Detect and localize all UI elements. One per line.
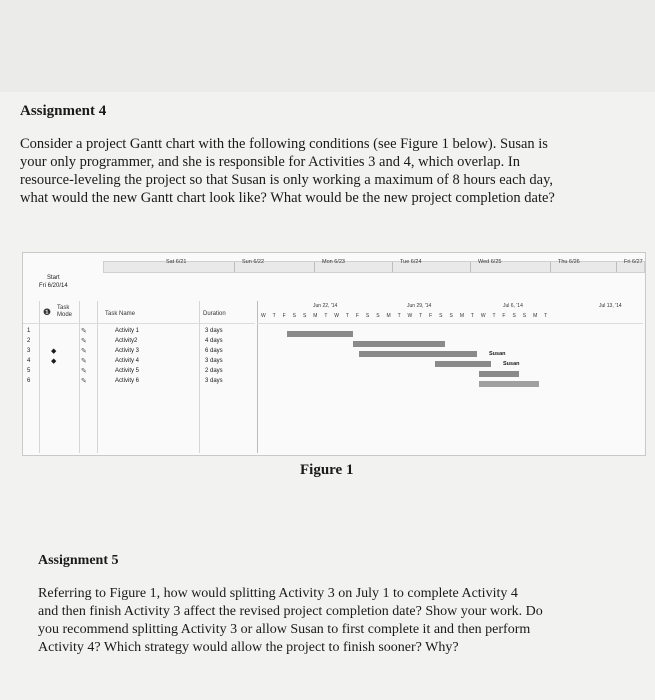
resource-indicator-icon: ◆	[51, 348, 57, 355]
page-top-band	[0, 0, 655, 92]
timeline-label: Thu 6/26	[558, 259, 580, 265]
timeline-tick	[616, 262, 617, 272]
assignment4-heading: Assignment 4	[20, 103, 107, 119]
week-label: Jun 22, '14	[313, 303, 338, 309]
info-icon: ❶	[43, 307, 52, 317]
assignment5-line: Activity 4? Which strategy would allow the project to finish sooner? Why?	[38, 640, 459, 655]
header-task-name: Task Name	[105, 311, 136, 317]
task-mode-icon: ✎	[81, 338, 87, 345]
assignment4-line: what would the new Gantt chart look like? What would be the new project completion date?	[20, 190, 555, 206]
column-divider	[97, 301, 98, 453]
row-number: 6	[27, 378, 31, 384]
timeline-label: Mon 6/23	[322, 259, 345, 265]
task-bar	[287, 331, 353, 337]
task-duration: 4 days	[205, 338, 223, 344]
task-mode-icon: ✎	[81, 348, 87, 355]
task-row	[23, 327, 255, 337]
column-divider	[39, 301, 40, 453]
task-bar	[479, 371, 519, 377]
task-duration: 3 days	[205, 328, 223, 334]
task-name: Activity 4	[115, 358, 140, 364]
task-bar	[479, 381, 539, 387]
resource-indicator-icon: ◆	[51, 358, 57, 365]
timeline-label: Sun 6/22	[242, 259, 265, 265]
timeline-tick	[550, 262, 551, 272]
week-label: Jul 6, '14	[503, 303, 523, 309]
column-divider	[79, 301, 80, 453]
timeline-tick	[314, 262, 315, 272]
resource-label: Susan	[489, 351, 506, 357]
assignment5-line: you recommend splitting Activity 3 or allow Susan to first complete it and then perform	[38, 622, 531, 637]
header-duration: Duration	[203, 311, 226, 317]
task-name: Activity 1	[115, 328, 140, 334]
task-row	[23, 367, 255, 377]
timeline-bar	[103, 261, 645, 273]
task-bar	[353, 341, 445, 347]
task-row	[23, 377, 255, 387]
row-number: 3	[27, 348, 31, 354]
task-duration: 3 days	[205, 358, 223, 364]
figure-caption: Figure 1	[300, 462, 354, 478]
task-bar	[359, 351, 477, 357]
row-number: 5	[27, 368, 31, 374]
task-row	[23, 347, 255, 357]
row-number: 1	[27, 328, 31, 334]
task-name: Activity 6	[115, 378, 140, 384]
resource-label: Susan	[503, 361, 520, 367]
task-bar	[435, 361, 491, 367]
column-divider	[199, 301, 200, 453]
task-mode-icon: ✎	[81, 328, 87, 335]
task-name: Activity2	[115, 338, 138, 344]
start-label: Start	[47, 275, 60, 281]
start-date: Fri 6/20/14	[39, 283, 68, 289]
week-label: Jul 13, '14	[599, 303, 622, 309]
task-row	[23, 357, 255, 367]
assignment5-heading: Assignment 5	[38, 553, 119, 568]
assignment4-line: Consider a project Gantt chart with the following conditions (see Figure 1 below). Susan is	[20, 136, 548, 152]
day-letters: W T F S S M T W T F S S M T W T F S S M T W T F S S M T	[261, 313, 551, 319]
assignment4-line: resource-leveling the project so that Susan is only working a maximum of 8 hours each day,	[20, 172, 554, 188]
timeline-label: Fri 6/27	[624, 259, 643, 265]
timeline-tick	[392, 262, 393, 272]
assignment4-line: your only programmer, and she is responsible for Activities 3 and 4, which overlap. In	[20, 154, 520, 170]
timeline-label: Tue 6/24	[400, 259, 422, 265]
task-duration: 3 days	[205, 378, 223, 384]
timeline-tick	[234, 262, 235, 272]
timeline-label: Sat 6/21	[166, 259, 187, 265]
task-duration: 2 days	[205, 368, 223, 374]
assignment5-line: Referring to Figure 1, how would splitting Activity 3 on July 1 to complete Activity 4	[38, 586, 518, 601]
task-name: Activity 5	[115, 368, 140, 374]
task-table	[23, 301, 255, 453]
table-divider	[23, 323, 255, 324]
timeline-label: Wed 6/25	[478, 259, 502, 265]
task-mode-icon: ✎	[81, 368, 87, 375]
project-start	[23, 253, 83, 293]
task-name: Activity 3	[115, 348, 140, 354]
assignment5-line: and then finish Activity 3 affect the revised project completion date? Show your work. Do	[38, 604, 543, 619]
gantt-bars-area	[257, 301, 643, 453]
task-duration: 6 days	[205, 348, 223, 354]
week-label: Jun 29, '14	[407, 303, 432, 309]
chart-header-divider	[257, 323, 643, 324]
gantt-chart-figure	[22, 252, 646, 456]
task-mode-icon: ✎	[81, 358, 87, 365]
timeline-tick	[470, 262, 471, 272]
row-number: 4	[27, 358, 31, 364]
task-mode-icon: ✎	[81, 378, 87, 385]
row-number: 2	[27, 338, 31, 344]
header-task-mode: Task Mode	[57, 305, 73, 318]
task-row	[23, 337, 255, 347]
